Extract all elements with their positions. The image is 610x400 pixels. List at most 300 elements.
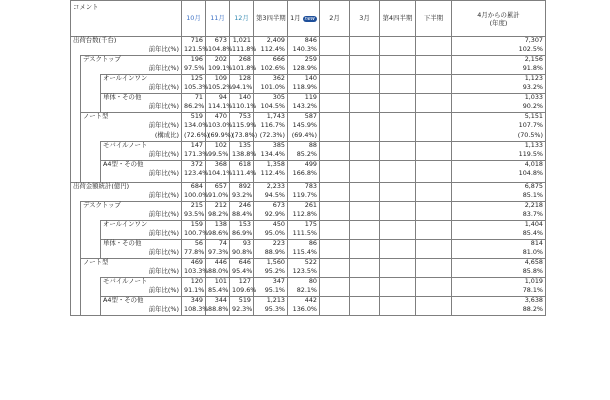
value-cell: 81.0% (452, 249, 546, 259)
row-label: 出荷金額統計(億円) (71, 183, 182, 193)
value-cell (320, 160, 350, 170)
value-cell: 85.8% (452, 268, 546, 278)
value-cell (350, 56, 380, 66)
value-cell (380, 306, 416, 316)
value-cell: (70.5%) (452, 132, 546, 142)
value-cell: 159 (182, 221, 206, 231)
value-cell (380, 65, 416, 75)
value-cell: 88.2% (452, 306, 546, 316)
row-sublabel: 前年比(%) (71, 46, 182, 56)
month-header: 11月 (206, 1, 230, 37)
value-cell: 56 (182, 240, 206, 250)
value-cell (416, 94, 452, 104)
row-sublabel: 前年比(%) (101, 151, 182, 161)
value-cell: 892 (230, 183, 254, 193)
value-cell: 74 (206, 240, 230, 250)
indent-cell (81, 297, 101, 307)
value-cell (350, 211, 380, 221)
value-cell: 86.2% (182, 103, 206, 113)
value-cell: 5,151 (452, 113, 546, 123)
row-label: モバイルノート (101, 141, 182, 151)
value-cell (416, 278, 452, 288)
value-cell (320, 141, 350, 151)
value-cell (380, 75, 416, 85)
value-cell (320, 84, 350, 94)
value-cell (350, 183, 380, 193)
indent-cell (81, 221, 101, 231)
month-header: 3月 (350, 1, 380, 37)
value-cell: 94 (206, 94, 230, 104)
indent-cell (71, 268, 81, 278)
value-cell (416, 46, 452, 56)
value-cell: 166.8% (288, 170, 320, 180)
value-cell: 175 (288, 221, 320, 231)
value-cell: 1,404 (452, 221, 546, 231)
value-cell: 4,658 (452, 259, 546, 269)
row-sublabel: 前年比(%) (101, 230, 182, 240)
value-cell: 519 (182, 113, 206, 123)
value-cell: 125 (182, 75, 206, 85)
value-cell (380, 202, 416, 212)
value-cell (320, 183, 350, 193)
value-cell: 469 (182, 259, 206, 269)
value-cell: 344 (206, 297, 230, 307)
value-cell: 71 (182, 94, 206, 104)
value-cell: 657 (206, 183, 230, 193)
value-cell: 140 (230, 94, 254, 104)
value-cell: 78.1% (452, 287, 546, 297)
value-cell (380, 170, 416, 180)
value-cell: 499 (288, 160, 320, 170)
value-cell (350, 259, 380, 269)
value-cell: 442 (288, 297, 320, 307)
value-cell (350, 160, 380, 170)
value-cell: 102 (206, 141, 230, 151)
indent-cell (71, 306, 81, 316)
value-cell: 145.9% (288, 122, 320, 132)
value-cell: 446 (206, 259, 230, 269)
value-cell (416, 84, 452, 94)
value-cell (380, 113, 416, 123)
value-cell (320, 37, 350, 47)
value-cell (320, 297, 350, 307)
value-cell (416, 170, 452, 180)
value-cell (380, 211, 416, 221)
value-cell: 103.3% (182, 268, 206, 278)
value-cell (350, 84, 380, 94)
value-cell: 223 (254, 240, 288, 250)
value-cell: 119.5% (452, 151, 546, 161)
value-cell: 128 (230, 75, 254, 85)
value-cell: 119 (288, 94, 320, 104)
row-sublabel: 前年比(%) (101, 249, 182, 259)
value-cell: 119.7% (288, 192, 320, 202)
indent-cell (71, 151, 81, 161)
value-cell: 846 (288, 37, 320, 47)
value-cell: 259 (288, 56, 320, 66)
value-cell: 135 (230, 141, 254, 151)
value-cell (380, 278, 416, 288)
value-cell (416, 103, 452, 113)
value-cell: 90.2% (452, 103, 546, 113)
row-label: デスクトップ (81, 202, 182, 212)
value-cell (350, 221, 380, 231)
value-cell: (72.3%) (254, 132, 288, 142)
value-cell: 108.3% (182, 306, 206, 316)
value-cell (320, 287, 350, 297)
value-cell (416, 230, 452, 240)
value-cell: 202 (206, 56, 230, 66)
value-cell: 99.5% (206, 151, 230, 161)
indent-cell (71, 170, 81, 180)
month-header (288, 1, 320, 37)
value-cell: 140.3% (288, 46, 320, 56)
value-cell: (69.9%) (206, 132, 230, 142)
value-cell: 3,638 (452, 297, 546, 307)
value-cell (350, 297, 380, 307)
value-cell: 196 (182, 56, 206, 66)
row-label: ノート型 (81, 113, 182, 123)
value-cell: 85.1% (452, 192, 546, 202)
value-cell: 246 (230, 202, 254, 212)
value-cell: 115.4% (288, 249, 320, 259)
value-cell: 134.4% (254, 151, 288, 161)
value-cell (416, 259, 452, 269)
value-cell: 6,875 (452, 183, 546, 193)
indent-cell (71, 230, 81, 240)
value-cell: 587 (288, 113, 320, 123)
indent-cell (71, 259, 81, 269)
value-cell (380, 249, 416, 259)
value-cell (320, 65, 350, 75)
value-cell (320, 94, 350, 104)
value-cell: 147 (182, 141, 206, 151)
row-sublabel: 前年比(%) (81, 268, 182, 278)
value-cell (380, 230, 416, 240)
value-cell: 88.4% (230, 211, 254, 221)
indent-cell (81, 94, 101, 104)
value-cell: 86.9% (230, 230, 254, 240)
row-label: 出荷台数(千台) (71, 37, 182, 47)
indent-cell (71, 141, 81, 151)
value-cell: 104.8% (206, 46, 230, 56)
indent-cell (81, 278, 101, 288)
value-cell: 1,019 (452, 278, 546, 288)
value-cell (416, 122, 452, 132)
value-cell: 646 (230, 259, 254, 269)
row-sublabel: 前年比(%) (101, 84, 182, 94)
row-label: ノート型 (81, 259, 182, 269)
row-label: オールインワン (101, 221, 182, 231)
value-cell: 100.7% (182, 230, 206, 240)
value-cell (380, 259, 416, 269)
value-cell (320, 202, 350, 212)
value-cell: 783 (288, 183, 320, 193)
value-cell (320, 75, 350, 85)
value-cell: 171.3% (182, 151, 206, 161)
value-cell: 103.0% (206, 122, 230, 132)
value-cell (320, 132, 350, 142)
value-cell: 753 (230, 113, 254, 123)
value-cell: 1,021 (230, 37, 254, 47)
value-cell: 95.2% (254, 268, 288, 278)
value-cell (350, 170, 380, 180)
value-cell: 385 (254, 141, 288, 151)
value-cell (320, 122, 350, 132)
value-cell: 82.1% (288, 287, 320, 297)
value-cell (380, 221, 416, 231)
indent-cell (71, 113, 81, 123)
indent-cell (71, 297, 81, 307)
value-cell (416, 160, 452, 170)
row-label: モバイルノート (101, 278, 182, 288)
value-cell (320, 278, 350, 288)
stats-table (70, 0, 546, 316)
value-cell: 140 (288, 75, 320, 85)
value-cell: 100.0% (182, 192, 206, 202)
row-sublabel: 前年比(%) (81, 65, 182, 75)
value-cell: 94.5% (254, 192, 288, 202)
value-cell: 153 (230, 221, 254, 231)
value-cell: 91.0% (206, 192, 230, 202)
value-cell: 362 (254, 75, 288, 85)
indent-cell (71, 56, 81, 66)
value-cell (320, 56, 350, 66)
value-cell: 368 (206, 160, 230, 170)
value-cell: 112.8% (288, 211, 320, 221)
value-cell: 2,233 (254, 183, 288, 193)
value-cell (380, 122, 416, 132)
value-cell: 127 (230, 278, 254, 288)
indent-cell (71, 211, 81, 221)
value-cell: 123.5% (288, 268, 320, 278)
value-cell (380, 84, 416, 94)
value-cell: 349 (182, 297, 206, 307)
value-cell (350, 141, 380, 151)
value-cell: 134.0% (182, 122, 206, 132)
value-cell: 101.8% (230, 65, 254, 75)
value-cell (380, 297, 416, 307)
indent-cell (71, 202, 81, 212)
value-cell: 618 (230, 160, 254, 170)
row-label: オールインワン (101, 75, 182, 85)
value-cell: 123.4% (182, 170, 206, 180)
value-cell: 347 (254, 278, 288, 288)
month-label: 1月 (290, 14, 301, 22)
value-cell (350, 94, 380, 104)
value-cell: 88.8% (206, 306, 230, 316)
value-cell (416, 141, 452, 151)
cumulative-header (452, 1, 546, 37)
value-cell: 522 (288, 259, 320, 269)
value-cell: 1,123 (452, 75, 546, 85)
value-cell: 95.3% (254, 306, 288, 316)
value-cell (350, 249, 380, 259)
value-cell: 105.2% (206, 84, 230, 94)
indent-cell (81, 240, 101, 250)
indent-cell (71, 103, 81, 113)
row-label: A4型・その他 (101, 297, 182, 307)
row-sublabel: 前年比(%) (101, 103, 182, 113)
row-sublabel: (構成比) (81, 132, 182, 142)
value-cell (416, 75, 452, 85)
shipment-statistics-table (70, 0, 545, 400)
value-cell: 114.1% (206, 103, 230, 113)
value-cell (416, 268, 452, 278)
value-cell: 2,218 (452, 202, 546, 212)
value-cell (350, 287, 380, 297)
indent-cell (71, 240, 81, 250)
value-cell: 143.2% (288, 103, 320, 113)
value-cell: 104.5% (254, 103, 288, 113)
value-cell: 101.0% (254, 84, 288, 94)
quarter-header: 第4四半期 (380, 1, 416, 37)
value-cell: 684 (182, 183, 206, 193)
cumulative-label: 4月からの累計 (477, 10, 520, 19)
value-cell (320, 192, 350, 202)
value-cell (320, 268, 350, 278)
value-cell: 519 (230, 297, 254, 307)
fiscal-label: (年度) (489, 18, 508, 27)
row-sublabel: 前年比(%) (101, 170, 182, 180)
value-cell (350, 122, 380, 132)
value-cell (350, 103, 380, 113)
value-cell (380, 94, 416, 104)
value-cell: (73.8%) (230, 132, 254, 142)
indent-cell (81, 141, 101, 151)
value-cell: 88.9% (254, 249, 288, 259)
value-cell (380, 141, 416, 151)
quarter-header: 第3四半期 (254, 1, 288, 37)
value-cell (416, 56, 452, 66)
value-cell: 85.4% (452, 230, 546, 240)
table-row (71, 306, 546, 316)
value-cell (416, 211, 452, 221)
value-cell: 98.2% (206, 211, 230, 221)
value-cell (350, 132, 380, 142)
value-cell: 111.8% (230, 46, 254, 56)
value-cell: 136.0% (288, 306, 320, 316)
indent-cell (71, 249, 81, 259)
value-cell (320, 221, 350, 231)
value-cell (380, 46, 416, 56)
indent-cell (71, 75, 81, 85)
indent-cell (81, 287, 101, 297)
value-cell (320, 240, 350, 250)
value-cell: 112.4% (254, 46, 288, 56)
value-cell (380, 240, 416, 250)
value-cell: 111.4% (230, 170, 254, 180)
value-cell: 7,307 (452, 37, 546, 47)
indent-cell (81, 306, 101, 316)
indent-cell (71, 122, 81, 132)
value-cell: 116.7% (254, 122, 288, 132)
value-cell: 83.7% (452, 211, 546, 221)
value-cell: 97.5% (182, 65, 206, 75)
value-cell (350, 278, 380, 288)
value-cell: 91.1% (182, 287, 206, 297)
value-cell: 95.1% (254, 287, 288, 297)
indent-cell (81, 230, 101, 240)
value-cell: 1,033 (452, 94, 546, 104)
value-cell: 109 (206, 75, 230, 85)
indent-cell (71, 160, 81, 170)
indent-cell (71, 278, 81, 288)
value-cell (350, 151, 380, 161)
value-cell: 470 (206, 113, 230, 123)
value-cell: 1,133 (452, 141, 546, 151)
value-cell (350, 75, 380, 85)
value-cell: 128.9% (288, 65, 320, 75)
value-cell: 2,156 (452, 56, 546, 66)
value-cell (416, 192, 452, 202)
value-cell: 88.0% (206, 268, 230, 278)
value-cell: 92.9% (254, 211, 288, 221)
value-cell (416, 240, 452, 250)
value-cell: 268 (230, 56, 254, 66)
value-cell: 716 (182, 37, 206, 47)
value-cell (416, 37, 452, 47)
value-cell: 93.2% (230, 192, 254, 202)
value-cell (350, 46, 380, 56)
value-cell: 102.5% (452, 46, 546, 56)
value-cell: 104.1% (206, 170, 230, 180)
value-cell: 93 (230, 240, 254, 250)
value-cell (350, 192, 380, 202)
value-cell (380, 160, 416, 170)
indent-cell (71, 221, 81, 231)
indent-cell (81, 84, 101, 94)
indent-cell (81, 75, 101, 85)
value-cell: (69.4%) (288, 132, 320, 142)
row-sublabel: 前年比(%) (101, 306, 182, 316)
value-cell (320, 151, 350, 161)
value-cell (380, 151, 416, 161)
value-cell: 2,409 (254, 37, 288, 47)
value-cell: 814 (452, 240, 546, 250)
value-cell (350, 202, 380, 212)
value-cell: 261 (288, 202, 320, 212)
value-cell: 305 (254, 94, 288, 104)
value-cell (416, 151, 452, 161)
value-cell: 107.7% (452, 122, 546, 132)
value-cell: 666 (254, 56, 288, 66)
row-label: A4型・その他 (101, 160, 182, 170)
table-row (71, 170, 546, 180)
row-sublabel: 前年比(%) (101, 287, 182, 297)
value-cell (350, 113, 380, 123)
value-cell: 92.3% (230, 306, 254, 316)
value-cell (350, 37, 380, 47)
value-cell: 115.9% (230, 122, 254, 132)
value-cell: 138 (206, 221, 230, 231)
value-cell: 450 (254, 221, 288, 231)
table-row (71, 132, 546, 142)
value-cell: 85.2% (288, 151, 320, 161)
row-sublabel: 前年比(%) (71, 192, 182, 202)
row-label: 単体・その他 (101, 240, 182, 250)
table-row (71, 230, 546, 240)
header-row (71, 1, 546, 37)
value-cell (380, 132, 416, 142)
value-cell: 93.5% (182, 211, 206, 221)
value-cell: 111.5% (288, 230, 320, 240)
value-cell (380, 287, 416, 297)
value-cell (320, 113, 350, 123)
value-cell: 118.9% (288, 84, 320, 94)
value-cell (350, 230, 380, 240)
value-cell (350, 306, 380, 316)
